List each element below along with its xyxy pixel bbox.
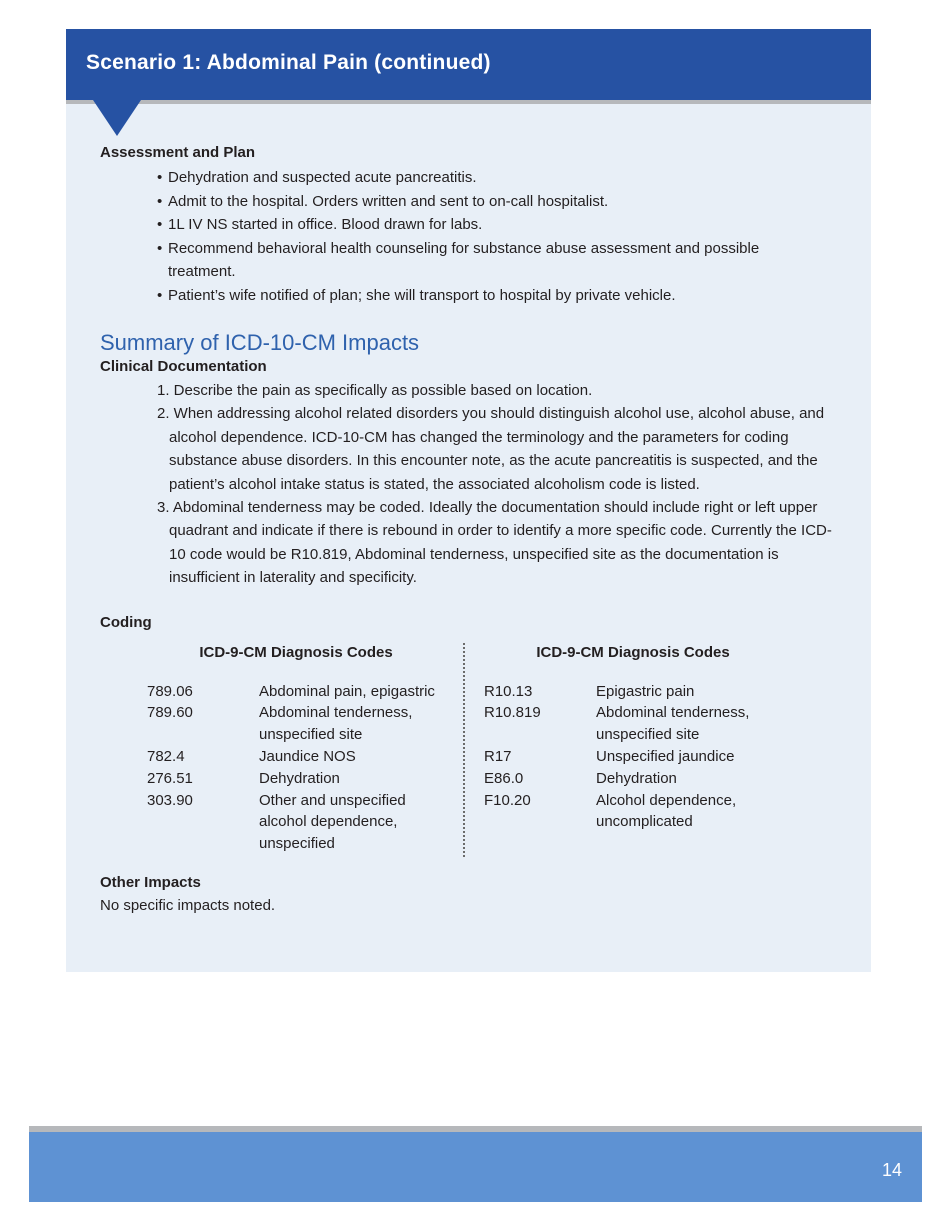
title-notch	[93, 100, 141, 136]
page-number: 14	[881, 1160, 902, 1180]
icd10-column	[484, 643, 814, 834]
coding-heading: Coding	[100, 613, 152, 631]
table-row: R10.13 Epigastric pain	[484, 682, 695, 700]
table-row: F10.20 Alcohol dependence, uncomplicated	[484, 791, 737, 831]
clinical-documentation-heading: Clinical Documentation	[100, 358, 267, 375]
list-item: • Dehydration and suspected acute pancreatitis.	[157, 169, 477, 186]
other-impacts-text: No specific impacts noted.	[100, 896, 276, 914]
list-item: 3. Abdominal tenderness may be coded. Ideally the documentation should include right or left upper quadrant and indicate if there is rebound in order to identify a more specific code. Currently the ICD-10 code would be R10.819, Abdominal tenderness, unspecified site as the documentation is insufficient in laterality and specificity.	[157, 499, 832, 587]
table-row: 303.90 Other and unspecified alcohol dependence, unspecified	[147, 791, 406, 853]
table-row: 276.51 Dehydration	[147, 769, 340, 787]
clinical-documentation-list	[100, 379, 840, 590]
content-panel	[66, 29, 871, 972]
other-impacts-heading: Other Impacts	[100, 873, 201, 891]
table-row: R10.819 Abdominal tenderness, unspecified site	[484, 704, 750, 744]
footer-bar	[29, 1132, 922, 1202]
table-row: E86.0 Dehydration	[484, 769, 677, 787]
assessment-heading: Assessment and Plan	[100, 144, 256, 161]
list-item: 2. When addressing alcohol related disorders you should distinguish alcohol use, alcohol abuse, and alcohol dependence. ICD-10-CM has changed the terminology and the parameters for coding substance abuse disorders. In this encounter note, as the acute pancreatitis is suspected, and the patient’s alcohol intake status is stated, the associated alcoholism code is listed.	[157, 405, 825, 493]
main-content	[100, 143, 840, 917]
title-underline	[66, 100, 871, 104]
assessment-list	[100, 166, 840, 307]
list-item: • Admit to the hospital. Orders written and sent to on-call hospitalist.	[157, 192, 609, 210]
icd9-column-title: ICD-9-CM Diagnosis Codes	[199, 643, 393, 661]
page-title: Scenario 1: Abdominal Pain (continued)	[86, 51, 491, 74]
list-item: • 1L IV NS started in office. Blood drawn for labs.	[157, 216, 483, 233]
coding-table	[100, 643, 840, 863]
list-item: • Recommend behavioral health counseling for substance abuse assessment and possible treatment.	[157, 239, 760, 280]
icd10-column-title: ICD-9-CM Diagnosis Codes	[536, 643, 730, 661]
table-row: R17 Unspecified jaundice	[484, 748, 735, 766]
table-row: 782.4 Jaundice NOS	[147, 748, 356, 766]
table-row: 789.06 Abdominal pain, epigastric	[147, 682, 435, 700]
summary-title: Summary of ICD-10-CM Impacts	[100, 330, 420, 355]
icd9-column	[147, 643, 457, 855]
list-item: 1. Describe the pain as specifically as possible based on location.	[157, 382, 593, 399]
table-row: 789.60 Abdominal tenderness, unspecified site	[147, 704, 413, 744]
list-item: • Patient’s wife notified of plan; she will transport to hospital by private vehicle.	[157, 286, 676, 304]
title-banner	[66, 29, 871, 100]
column-divider	[463, 643, 465, 857]
